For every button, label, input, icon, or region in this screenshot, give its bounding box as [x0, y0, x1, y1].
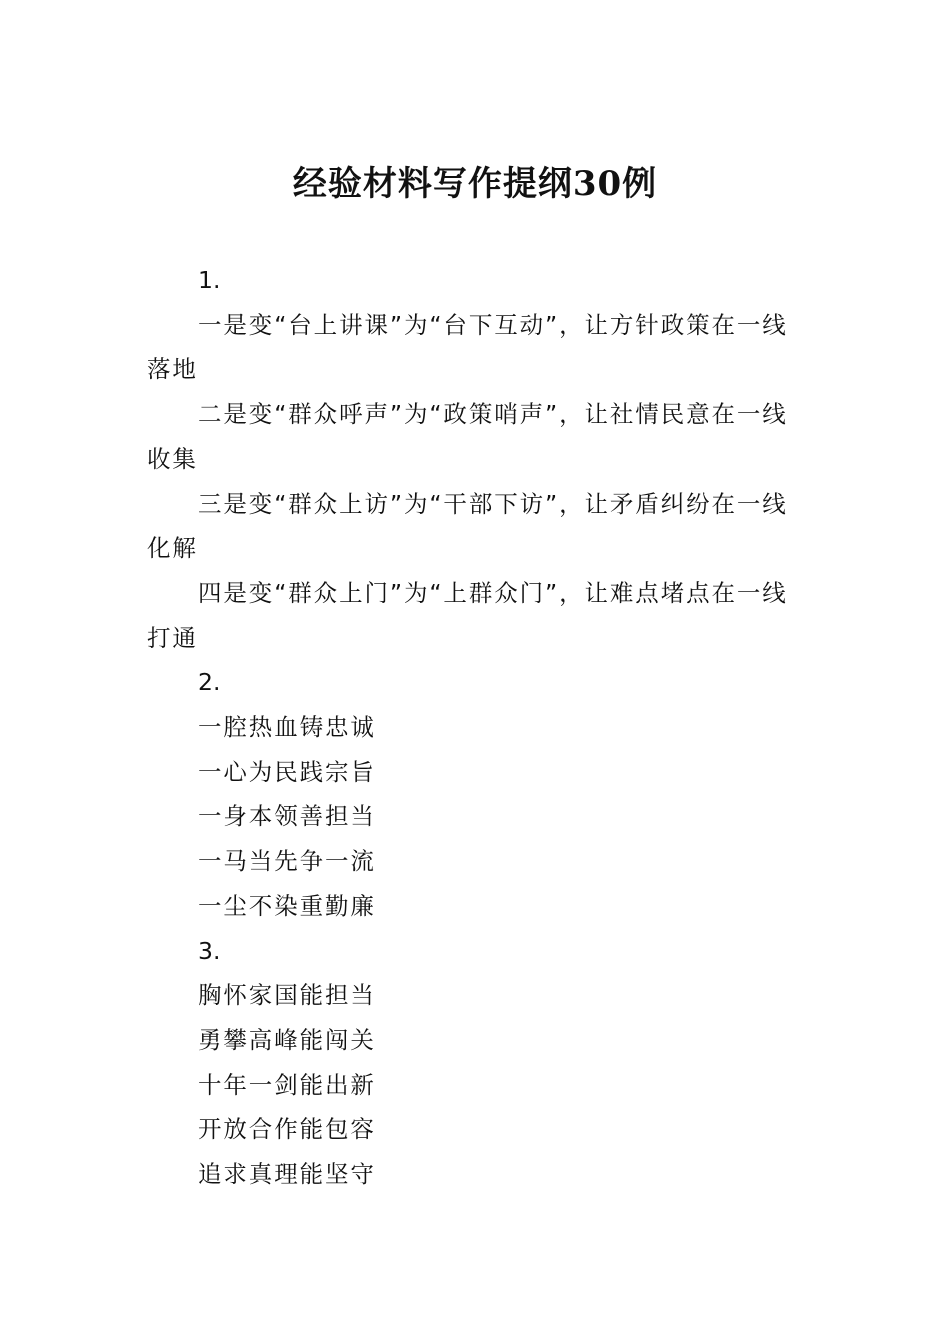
document-title: 经验材料写作提纲30例: [292, 164, 658, 204]
section-3-line-4: 开放合作能包容: [198, 1115, 376, 1144]
section-3-number: 3.: [198, 936, 221, 965]
section-1-line-4: 四是变“群众上门”为“上群众门”，让难点堵点在一线打通: [147, 578, 788, 652]
section-2-line-3: 一身本领善担当: [198, 802, 376, 831]
section-2-line-1: 一腔热血铸忠诚: [198, 713, 376, 742]
document-body: [147, 258, 812, 1197]
section-1-line-2: 二是变“群众呼声”为“政策哨声”，让社情民意在一线收集: [147, 400, 788, 473]
section-3-line-1: 胸怀家国能担当: [198, 981, 376, 1010]
section-1-line-1: 一是变“台上讲课”为“台下互动”，让方针政策在一线落地: [147, 310, 788, 384]
section-1-number: 1.: [198, 266, 221, 294]
section-2-number: 2.: [198, 668, 221, 697]
section-2-line-4: 一马当先争一流: [198, 847, 376, 876]
section-2-line-5: 一尘不染重勤廉: [198, 891, 376, 920]
section-1-line-3: 三是变“群众上访”为“干部下访”，让矛盾纠纷在一线化解: [147, 489, 788, 563]
section-3-line-5: 追求真理能坚守: [198, 1160, 376, 1189]
section-3-line-3: 十年一剑能出新: [198, 1070, 376, 1099]
section-2-line-2: 一心为民践宗旨: [198, 757, 376, 786]
section-3-line-2: 勇攀高峰能闯关: [198, 1025, 376, 1054]
